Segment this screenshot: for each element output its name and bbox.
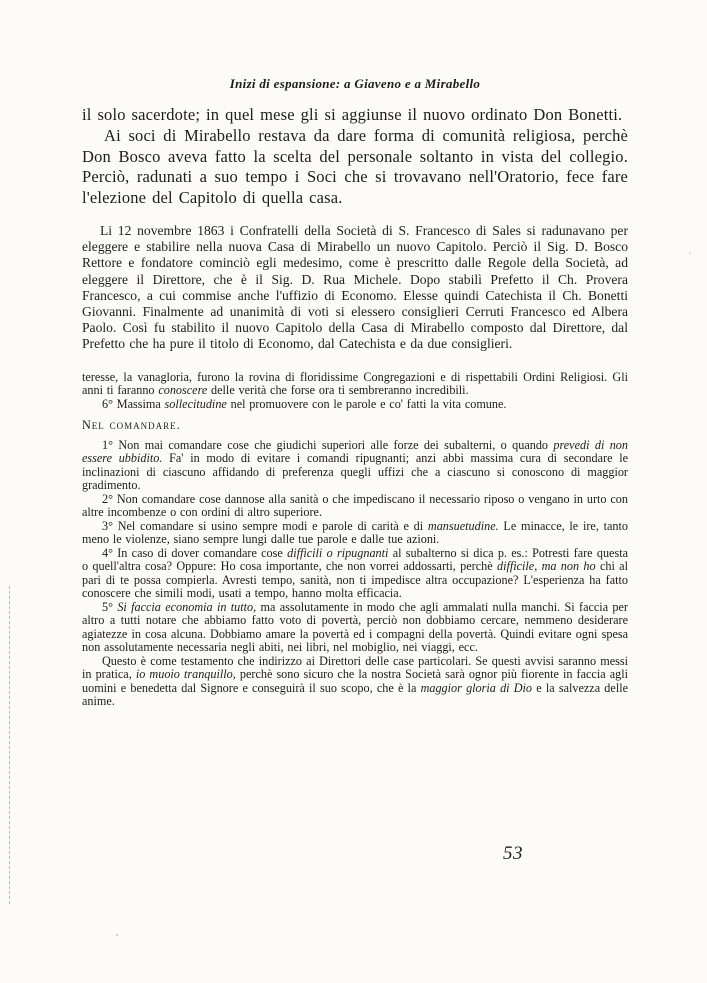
text-column (82, 76, 628, 709)
footnote-item-4: 4° In caso di dover comandare cose difficili o ripugnanti al subalterno si dica p. es.: Potresti fare questa o quell'altra cosa? Oppure: Ho cosa importante, che non vorrei addossarti, perchè difficile, ma non ho chi al pari di te possa compierla. Avresti tempo, sanità, non ti impedisce altra occupazione? L'esperienza ha fatto conoscere che simili modi, usati a tempo, hanno molta efficacia. (82, 545, 628, 601)
body-paragraph: Ai soci di Mirabello restava da dare forma di comunità religiosa, perchè Don Bosco aveva fatto la scelta del personale soltanto in vista del collegio. Perciò, radunati a suo tempo i Soci che si trovavano nell'Oratorio, fece fare l'elezione del Capitolo di quella casa. (82, 125, 628, 208)
quoted-minutes-block (82, 223, 628, 353)
footnote-item-2: 2° Non comandare cose dannose alla sanità o che impediscano il necessario riposo o vengano in urto con altre incombenze o con ordini di altro superiore. (82, 491, 628, 520)
footnote-item-1: 1° Non mai comandare cose che giudichi superiori alle forze dei subalterni, o quando prevedi di non essere ubbidito. Fa' in modo di evitare i comandi ripugnanti; anzi abbi massima cura di secondare le inclinazioni di ciascuno affidando di preferenza quegli uffizi che a ciascuno si conoscono di maggior gradimento. (82, 437, 628, 493)
page-number: 53 (503, 843, 523, 864)
footnote-closing-paragraph: Questo è come testamento che indirizzo ai Direttori delle case particolari. Se questi avvisi saranno messi in pratica, io muoio tranquillo, perchè sono sicuro che la nostra Società sarà ognor più fiorente in faccia agli uomini e benedetta dal Signore e conseguirà il suo scopo, che è la maggior gloria di Dio e la salvezza delle anime. (82, 653, 628, 709)
quote-paragraph: Li 12 novembre 1863 i Confratelli della Società di S. Francesco di Sales si radunavano per eleggere e stabilire nella nuova Casa di Mirabello un nuovo Capitolo. Perciò il Sig. D. Bosco Rettore e fondatore cominciò egli medesimo, come è prescritto dalle Regole della Società, ad eleggere il Direttore, che è il Sig. D. Rua Michele. Dopo stabilì Prefetto il Ch. Provera Francesco, a cui commise anche l'uffizio di Economo. Elesse quindi Catechista il Ch. Bonetti Giovanni. Finalmente ad unanimità di voti si elessero consiglieri Cerruti Francesco ed Albera Paolo. Così fu stabilito il nuovo Capitolo della Casa di Mirabello composto dal Direttore, dal Prefetto che ha pure il titolo di Economo, dal Catechista e da due consiglieri. (82, 222, 628, 352)
footnote-continuation: teresse, la vanagloria, furono la rovina di floridissime Congregazioni e di rispettabili Ordini Religiosi. Gli anni ti faranno conoscere delle verità che forse ora ti sembreranno incredibili. (82, 369, 628, 398)
small-print-section (82, 371, 628, 709)
footnote-item-6: 6° Massima sollecitudine nel promuovere con le parole e co' fatti la vita comune. (102, 396, 507, 411)
scan-artifact-dotted-line (9, 586, 10, 904)
running-header: Inizi di espansione: a Giaveno e a Mirabello (229, 76, 481, 91)
main-text-block (82, 105, 628, 209)
section-heading-nel-comandare: Nel comandare. (82, 418, 181, 433)
footnote-item-5: 5° Si faccia economia in tutto, ma assolutamente in modo che agli ammalati nulla manchi. Si faccia per altro a tutti notare che abbiamo fatto voto di povertà, perciò non dobbiamo cercare, nemmeno desiderare agiatezze in cosa alcuna. Dobbiamo amare la povertà ed i compagni della povertà. Quindi evitare ogni spesa non assolutamente necessaria negli abiti, nei libri, nel mobiglio, nei viaggi, ecc. (82, 599, 628, 655)
footnote-item-3: 3° Nel comandare si usino sempre modi e parole di carità e di mansuetudine. Le minacce, le ire, tanto meno le violenze, siano sempre lungi dalle tue parole e dalle tue azioni. (82, 518, 628, 547)
scan-speckle (689, 252, 691, 254)
scan-speckle (116, 934, 118, 936)
body-paragraph-continuation: il solo sacerdote; in quel mese gli si aggiunse il nuovo ordinato Don Bonetti. (82, 105, 623, 124)
